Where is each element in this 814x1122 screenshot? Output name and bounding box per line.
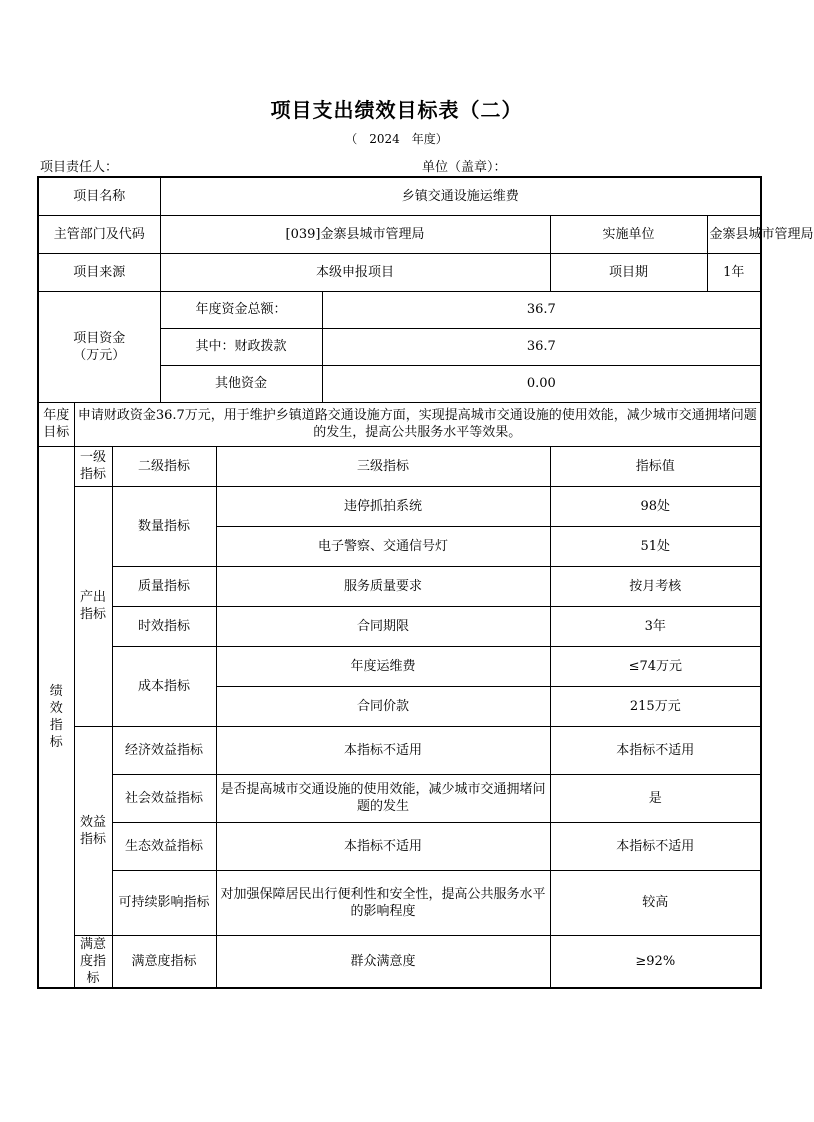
impl-value: 金寨县城市管理局 xyxy=(707,215,761,253)
time-label: 时效指标 xyxy=(112,606,216,646)
objective-label: 年度 目标 xyxy=(38,402,74,446)
table-row-value: 本指标不适用 xyxy=(550,726,761,774)
project-name-value: 乡镇交通设施运维费 xyxy=(160,177,761,215)
period-value: 1年 xyxy=(707,253,761,291)
table-row-name: 对加强保障居民出行便利性和安全性，提高公共服务水平的影响程度 xyxy=(216,870,550,935)
table-row-value: 3年 xyxy=(550,606,761,646)
table-row-name: 服务质量要求 xyxy=(216,566,550,606)
quality-label: 质量指标 xyxy=(112,566,216,606)
funds-fiscal-value: 36.7 xyxy=(322,328,761,365)
table-row-name: 年度运维费 xyxy=(216,646,550,686)
table-row-value: ≥92% xyxy=(550,935,761,988)
table-row-value: 较高 xyxy=(550,870,761,935)
table-row-name: 群众满意度 xyxy=(216,935,550,988)
table-row-value: 98处 xyxy=(550,486,761,526)
table-row-name: 违停抓拍系统 xyxy=(216,486,550,526)
unit-label: 单位（盖章）： xyxy=(422,160,507,175)
satisfaction-label: 满意 度指 标 xyxy=(74,935,112,988)
funds-label: 项目资金 （万元） xyxy=(38,291,160,402)
funds-other-label: 其他资金 xyxy=(160,365,322,402)
cost-label: 成本指标 xyxy=(112,646,216,726)
dept-value: [039]金寨县城市管理局 xyxy=(160,215,550,253)
impl-label: 实施单位 xyxy=(550,215,707,253)
header-level1: 一级 指标 xyxy=(74,446,112,486)
table-row-value: 215万元 xyxy=(550,686,761,726)
dept-label: 主管部门及代码 xyxy=(38,215,160,253)
table-row-name: 合同期限 xyxy=(216,606,550,646)
year-line: （ 2024 年度） xyxy=(345,132,448,146)
header-value: 指标值 xyxy=(550,446,761,486)
benefit-label: 效益 指标 xyxy=(74,726,112,935)
table-row-value: 是 xyxy=(550,774,761,822)
indicators-group-label: 绩 效 指 标 xyxy=(38,446,74,988)
funds-total-value: 36.7 xyxy=(322,291,761,328)
satisfaction-level2: 满意度指标 xyxy=(112,935,216,988)
funds-other-value: 0.00 xyxy=(322,365,761,402)
table-row-name: 是否提高城市交通设施的使用效能，减少城市交通拥堵问题的发生 xyxy=(216,774,550,822)
funds-total-label: 年度资金总额： xyxy=(160,291,322,328)
performance-table xyxy=(37,176,814,989)
table-row-name: 本指标不适用 xyxy=(216,726,550,774)
page-title: 项目支出绩效目标表（二） xyxy=(270,98,523,122)
social-label: 社会效益指标 xyxy=(112,774,216,822)
header-level2: 二级指标 xyxy=(112,446,216,486)
economic-label: 经济效益指标 xyxy=(112,726,216,774)
source-label: 项目来源 xyxy=(38,253,160,291)
table-row-value: 按月考核 xyxy=(550,566,761,606)
table-row-value: 51处 xyxy=(550,526,761,566)
source-value: 本级申报项目 xyxy=(160,253,550,291)
table-row-name: 合同价款 xyxy=(216,686,550,726)
output-label: 产出 指标 xyxy=(74,486,112,726)
table-row-name: 本指标不适用 xyxy=(216,822,550,870)
project-name-label: 项目名称 xyxy=(38,177,160,215)
objective-text: 申请财政资金36.7万元，用于维护乡镇道路交通设施方面，实现提高城市交通设施的使用效能，减少城市交通拥堵问题的发生，提高公共服务水平等效果。 xyxy=(74,402,761,446)
table-row-name: 电子警察、交通信号灯 xyxy=(216,526,550,566)
quantity-label: 数量指标 xyxy=(112,486,216,566)
sustain-label: 可持续影响指标 xyxy=(112,870,216,935)
table-row-value: 本指标不适用 xyxy=(550,822,761,870)
responsible-label: 项目责任人： xyxy=(40,160,119,175)
table-row-value: ≤74万元 xyxy=(550,646,761,686)
header-level3: 三级指标 xyxy=(216,446,550,486)
period-label: 项目期 xyxy=(550,253,707,291)
eco-label: 生态效益指标 xyxy=(112,822,216,870)
funds-fiscal-label: 其中：财政拨款 xyxy=(160,328,322,365)
